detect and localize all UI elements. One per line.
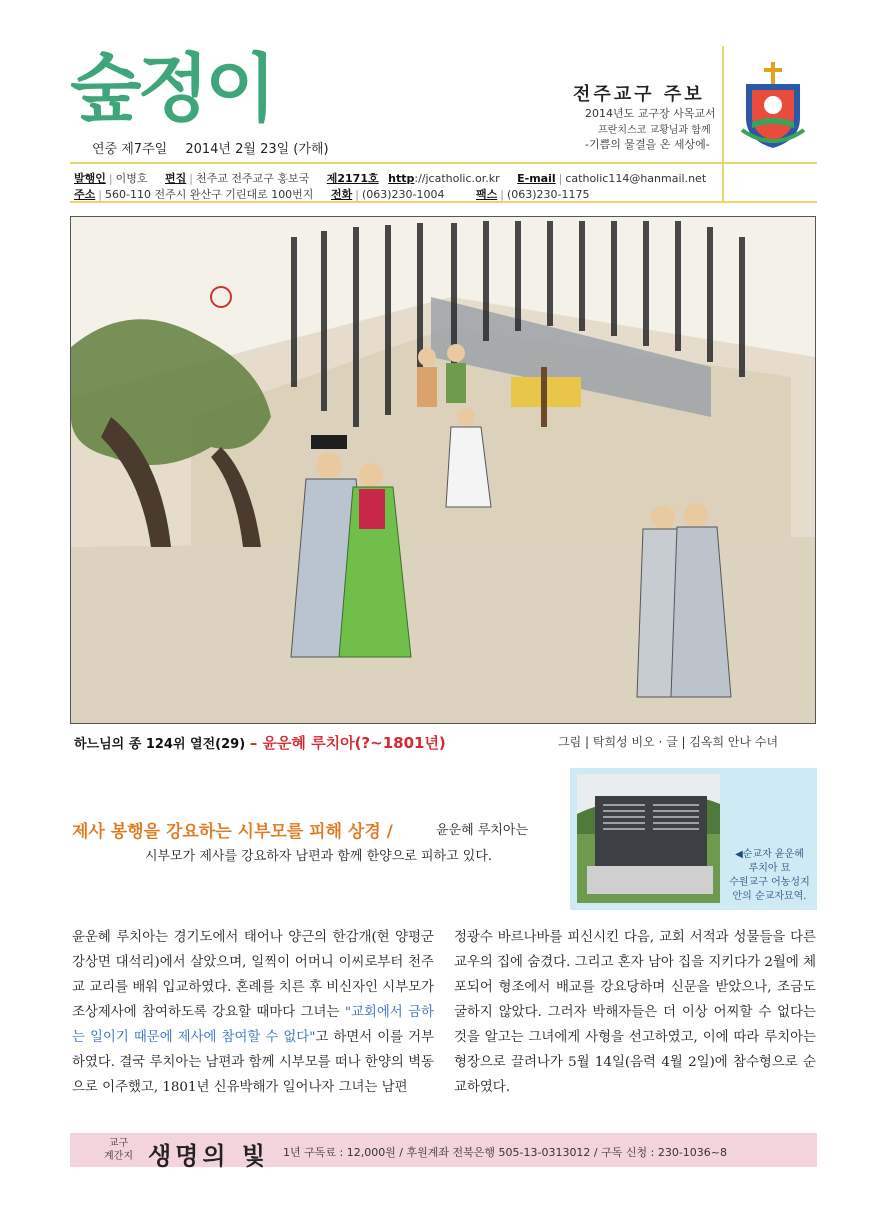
address-value: 560-110 전주시 완산구 기린대로 100번지 — [104, 188, 314, 201]
quote-text: "교회에서 금하는 일이기 때문에 제사에 참여할 수 없다" — [72, 1005, 434, 1045]
article-column-right: 정광수 바르나바를 피신시킨 다음, 교회 서적과 성물들을 다른 교우의 집에 숨겼다. 그리고 혼자 남아 집을 지키다가 2월에 체포되어 형조에서 배교를 강요당하며 신문을 받았으나, 조금도 굴하지 않았다. 그러자 박해자들은 더 이상 어찌할 수 없다는 것을 알고는 그녀에게 사형을 선고하였고, 이에 따라 루치아는 형장으로 끌려나가 5월 14일(음력 4월 2일)에 참수형으로 순교하였다. — [454, 930, 816, 1095]
address-label: 주소 — [74, 188, 96, 201]
photo-caption-line: 안의 순교자묘역. — [732, 891, 807, 902]
bishop-letter: 2014년도 교구장 사목교서 — [585, 107, 716, 120]
gospel-line: -기쁨의 물결을 온 세상에- — [585, 138, 710, 151]
issue-week: 연중 제7주일 — [92, 142, 168, 157]
photo-caption-line: ◀순교자 윤운혜 — [735, 849, 804, 860]
martyr-name: – 윤운혜 루치아(?~1801년) — [249, 734, 446, 752]
address-row: 주소 | 560-110 전주시 완산구 기린대로 100번지 전화 | (063)230-1004 팩스 | (063)230-1175 — [74, 188, 590, 201]
editor-value: 천주교 전주교구 홍보국 — [195, 172, 310, 185]
issue-date: 2014년 2월 23일 (가해) — [185, 142, 329, 157]
vertical-rule — [722, 46, 724, 201]
photo-caption-line: 수원교구 어농성지 — [729, 877, 810, 888]
photo-caption-line: 루치아 묘 — [748, 863, 791, 874]
pope-line: 프란치스코 교황님과 함께 — [598, 125, 711, 136]
issue-line — [92, 138, 343, 157]
masthead-title: 숲정이 — [70, 46, 273, 132]
footer-label-line: 계간지 — [104, 1151, 133, 1162]
article-column-left — [72, 925, 434, 1100]
publisher-row: 발행인 | 이병호 편집 | 천주교 전주교구 홍보국 제2171호 http://jcatholic.or.kr E-mail | catholic114@hanmail.net — [74, 172, 707, 185]
tomb-photo — [577, 774, 720, 903]
photo-caption — [722, 848, 817, 904]
email-link[interactable]: catholic114@hanmail.net — [565, 172, 707, 185]
website-link[interactable]: ://jcatholic.or.kr — [414, 172, 500, 185]
publisher-label: 발행인 — [74, 172, 106, 185]
headline-subtitle: 시부모가 제사를 강요하자 남편과 함께 한양으로 피하고 있다. — [145, 849, 493, 864]
article-headline: 제사 봉행을 강요하는 시부모를 피해 상경 / — [72, 822, 393, 842]
footer-label — [104, 1137, 133, 1163]
paper-name: 전주교구 주보 — [573, 84, 705, 105]
illustration-caption — [74, 732, 446, 753]
header-rule-bottom — [70, 201, 817, 203]
painting-art — [71, 217, 815, 723]
email-label: E-mail — [517, 172, 556, 185]
http-label: http — [388, 172, 415, 185]
footer-label-line: 교구 — [108, 1138, 129, 1149]
fax-label: 팩스 — [475, 188, 498, 201]
diocese-emblem-icon — [738, 60, 808, 150]
subscription-info: 1년 구독료 : 12,000원 / 후원계좌 전북은행 505-13-0313012 / 구독 신청 : 230-1036~8 — [283, 1146, 728, 1159]
body-text: 윤운혜 루치아는 경기도에서 태어나 양근의 한감개(현 양평군 강상면 대석리)에서 살았으며, 일찍이 어머니 이씨로부터 천주교 교리를 배워 입교하였다. 혼례를 치른 후 비신자인 시부모가 조상제사에 참여하도록 강요할 때마다 그녀는 — [72, 930, 434, 1020]
martyr-illustration — [70, 216, 816, 724]
headline-lead: 윤운혜 루치아는 — [436, 823, 529, 838]
publisher-value: 이병호 — [115, 172, 148, 185]
illustration-credit: 그림 | 탁희성 비오 · 글 | 김옥희 안나 수녀 — [558, 735, 779, 749]
tomb-photo-art — [577, 774, 720, 903]
magazine-logo: 생명의 빛 — [148, 1142, 270, 1170]
issue-number: 제2171호 — [326, 172, 379, 185]
phone-label: 전화 — [330, 188, 353, 201]
header-rule-top — [70, 162, 817, 164]
fax-value: (063)230-1175 — [506, 188, 590, 201]
phone-value: (063)230-1004 — [361, 188, 445, 201]
editor-label: 편집 — [165, 172, 187, 185]
body-text: 고 하면서 이를 거부하였다. 결국 루치아는 남편과 함께 시부모를 떠나 한양의 벽동으로 이주했고, 1801년 신유박해가 일어나자 그녀는 남편 — [72, 1030, 434, 1095]
series-title: 하느님의 종 124위 열전(29) — [74, 737, 246, 752]
